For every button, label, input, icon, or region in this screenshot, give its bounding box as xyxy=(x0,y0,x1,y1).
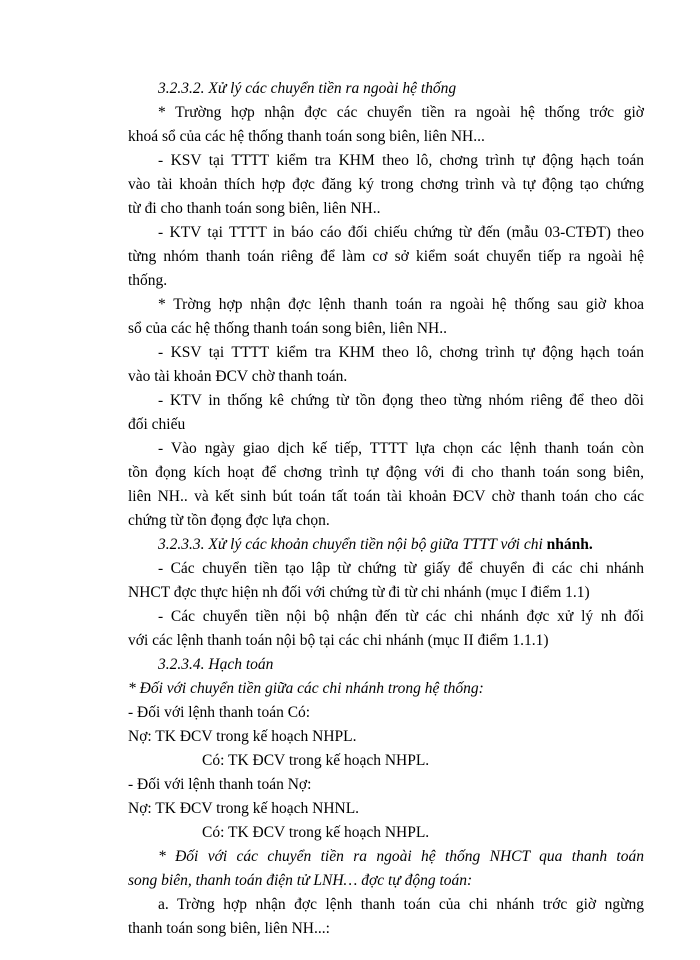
paragraph-line: tồn đọng kích hoạt để chơng trình tự động với đi cho thanh toán song biên, xyxy=(128,464,644,481)
paragraph-line: đối chiếu xyxy=(128,416,186,433)
heading-3-2-3-3-tail: nhánh. xyxy=(546,536,593,553)
paragraph-line: từ đi cho thanh toán song biên, liên NH.. xyxy=(128,200,381,217)
paragraph-line: * Trường hợp nhận đợc các chuyển tiền ra ngoài hệ thống trớc giờ xyxy=(158,104,644,121)
subheading-external-transfers: * Đối với các chuyển tiền ra ngoài hệ thống NHCT qua thanh toán xyxy=(158,848,644,865)
paragraph-line: a. Trờng hợp nhận đợc lệnh thanh toán của chi nhánh trớc giờ ngừng xyxy=(158,896,644,913)
heading-3-2-3-2: 3.2.3.2. Xử lý các chuyển tiền ra ngoài hệ thống xyxy=(158,80,457,97)
credit-entry: Có: TK ĐCV trong kế hoạch NHPL. xyxy=(202,824,430,841)
heading-3-2-3-3 xyxy=(158,535,593,555)
subheading-external-transfers-cont: song biên, thanh toán điện tử LNH… đợc tự động toán: xyxy=(128,872,473,889)
heading-3-2-3-3-main: 3.2.3.3. Xử lý các khoản chuyển tiền nội bộ giữa TTTT với chi xyxy=(158,536,543,553)
paragraph-line: từng nhóm thanh toán riêng để làm cơ sở kiểm soát chuyển tiếp ra ngoài hệ xyxy=(128,248,644,265)
paragraph-line: khoá sổ của các hệ thống thanh toán song biên, liên NH... xyxy=(128,128,485,145)
paragraph-line: - KSV tại TTTT kiểm tra KHM theo lô, chơng trình tự động hạch toán xyxy=(158,152,644,169)
paragraph-line: - KSV tại TTTT kiểm tra KHM theo lô, chơng trình tự động hạch toán xyxy=(158,344,644,361)
subheading-internal-transfers: * Đối với chuyển tiền giữa các chi nhánh trong hệ thống: xyxy=(128,680,484,697)
paragraph-line: - Vào ngày giao dịch kế tiếp, TTTT lựa chọn các lệnh thanh toán còn xyxy=(158,440,644,457)
heading-3-2-3-4: 3.2.3.4. Hạch toán xyxy=(158,656,274,673)
paragraph-line: - Các chuyển tiền tạo lập từ chứng từ giấy để chuyển đi các chi nhánh xyxy=(158,560,644,577)
paragraph-line: - KTV in thống kê chứng từ tồn đọng theo từng nhóm riêng để theo dõi xyxy=(158,392,644,409)
paragraph-line: sổ của các hệ thống thanh toán song biên, liên NH.. xyxy=(128,320,447,337)
paragraph-line: - Đối với lệnh thanh toán Nợ: xyxy=(128,776,312,793)
debit-entry: Nợ: TK ĐCV trong kế hoạch NHPL. xyxy=(128,728,357,745)
paragraph-line: NHCT đợc thực hiện nh đối với chứng từ đi từ chi nhánh (mục I điểm 1.1) xyxy=(128,584,590,601)
credit-entry: Có: TK ĐCV trong kế hoạch NHPL. xyxy=(202,752,430,769)
debit-entry: Nợ: TK ĐCV trong kế hoạch NHNL. xyxy=(128,800,360,817)
paragraph-line: - Các chuyển tiền nội bộ nhận đến từ các chi nhánh đợc xử lý nh đối xyxy=(158,608,644,625)
paragraph-line: thống. xyxy=(128,272,168,289)
paragraph-line: với các lệnh thanh toán nội bộ tại các chi nhánh (mục II điểm 1.1.1) xyxy=(128,632,549,649)
paragraph-line: thanh toán song biên, liên NH...: xyxy=(128,920,330,937)
paragraph-line: chứng từ tồn đọng đợc lựa chọn. xyxy=(128,512,330,529)
paragraph-line: - Đối với lệnh thanh toán Có: xyxy=(128,704,311,721)
paragraph-line: vào tài khoản thích hợp đợc đăng ký trong chơng trình và tự động tạo chứng xyxy=(128,176,644,193)
paragraph-line: * Trờng hợp nhận đợc lệnh thanh toán ra ngoài hệ thống sau giờ khoa xyxy=(158,296,644,313)
paragraph-line: liên NH.. và kết sinh bút toán tất toán tài khoản ĐCV chờ thanh toán cho các xyxy=(128,488,644,505)
paragraph-line: vào tài khoản ĐCV chờ thanh toán. xyxy=(128,368,348,385)
paragraph-line: - KTV tại TTTT in báo cáo đối chiếu chứng từ đến (mẫu 03-CTĐT) theo xyxy=(158,224,644,241)
